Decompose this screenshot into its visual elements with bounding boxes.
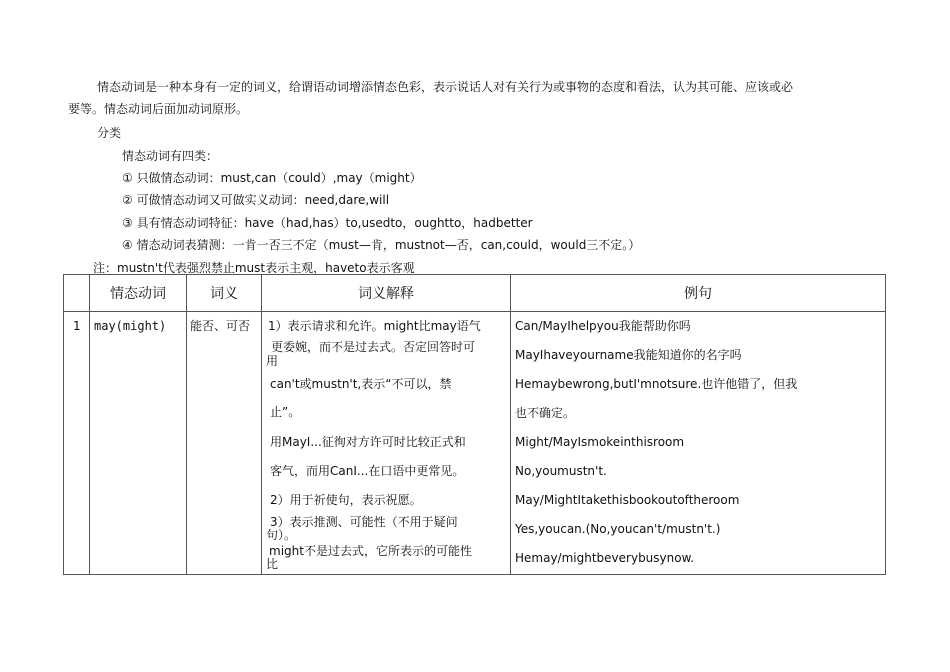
explanation-line: 句）。 xyxy=(266,528,297,542)
header-examples: 例句 xyxy=(511,275,886,312)
explanation-line: can't或mustn't,表示“不可以，禁 xyxy=(270,377,452,391)
type-item-2: ② 可做情态动词又可做实义动词：need,dare,will xyxy=(122,193,390,207)
example-line: Might/MayIsmokeinthisroom xyxy=(515,435,685,449)
example-line: May/MightItakethisbookoutoftheroom xyxy=(515,493,740,507)
row-number-cell xyxy=(64,312,90,575)
modal-verbs-table xyxy=(63,274,886,575)
explanation-line: 用MayI...征徇对方许可时比较正式和 xyxy=(270,435,466,449)
type-item-3: ③ 具有情态动词特征：have（had,has）to,usedto，oughtto，hadbetter xyxy=(122,216,533,230)
example-line: MayIhaveyourname我能知道你的名字吗 xyxy=(515,348,742,362)
four-types-heading: 情态动词有四类： xyxy=(122,149,219,163)
examples-cell xyxy=(511,312,886,575)
header-meaning: 词义 xyxy=(187,275,262,312)
row-number: 1 xyxy=(73,319,81,333)
explanation-line: 更委婉，而不是过去式。否定回答时可 xyxy=(271,340,476,354)
explanation-line: 客气，而用CanI...在口语中更常见。 xyxy=(270,464,465,478)
example-line: Yes,youcan.(No,youcan't/mustn't.) xyxy=(515,522,721,536)
category-heading: 分类 xyxy=(97,126,122,140)
header-explanation: 词义解释 xyxy=(262,275,511,312)
explanation-cell xyxy=(262,312,511,575)
explanation-line: 2）用于祈使句，表示祝愿。 xyxy=(270,493,422,507)
table-row xyxy=(64,312,886,575)
explanation-line: 用 xyxy=(266,354,279,368)
note-line: 注：mustn't代表强烈禁止must表示主观，haveto表示客观 xyxy=(93,261,415,275)
table-header-row xyxy=(64,275,886,312)
meaning-cell xyxy=(187,312,262,575)
header-modal-verb: 情态动词 xyxy=(90,275,187,312)
header-number xyxy=(64,275,90,312)
example-line: 也不确定。 xyxy=(515,406,576,420)
intro-line-1: 情态动词是一种本身有一定的词义，给谓语动词增添情态色彩，表示说话人对有关行为或事物的态度和看法，认为其可能、应该或必 xyxy=(97,80,794,94)
explanation-line: 比 xyxy=(266,557,279,571)
example-line: Can/MayIhelpyou我能帮助你吗 xyxy=(515,319,691,333)
example-line: Hemay/mightbeverybusynow. xyxy=(515,551,695,565)
modal-verb: may(might) xyxy=(94,319,167,333)
explanation-line: 3）表示推测、可能性（不用于疑问 xyxy=(270,515,458,529)
explanation-line: 1）表示请求和允许。might比may语气 xyxy=(268,319,481,333)
modal-verb-cell xyxy=(90,312,187,575)
example-line: No,youmustn't. xyxy=(515,464,607,478)
explanation-line: 止”。 xyxy=(270,405,301,419)
type-item-4: ④ 情态动词表猜测：一肯一否三不定（must—肯，mustnot—否，can,could，would三不定。） xyxy=(122,238,641,252)
explanation-line: might不是过去式，它所表示的可能性 xyxy=(269,544,472,558)
type-item-1: ① 只做情态动词：must,can（could）,may（might） xyxy=(122,171,422,185)
intro-line-2: 要等。情态动词后面加动词原形。 xyxy=(68,102,249,116)
example-line: Hemaybewrong,butI'mnotsure.也许他错了，但我 xyxy=(515,377,798,391)
meaning: 能否、可否 xyxy=(190,319,251,333)
